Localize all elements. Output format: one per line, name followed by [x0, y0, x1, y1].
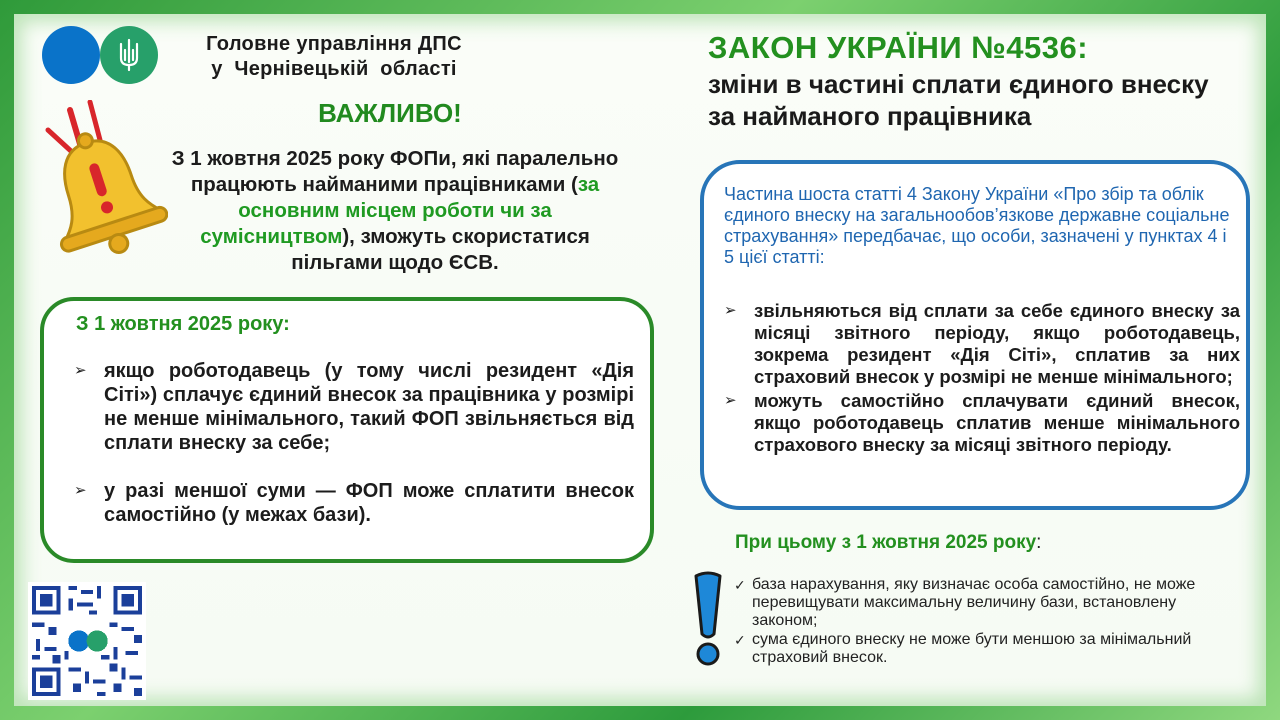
logo-green-circle	[100, 26, 158, 84]
list-item-text: можуть самостійно сплачувати єдиний внесок, якщо роботодавець сплатив менше мінімального страхового внеску за місяці звітного періоду.	[754, 390, 1240, 455]
intro-text	[160, 146, 630, 276]
arrow-bullet-icon: ➢	[74, 482, 87, 499]
important-heading: ВАЖЛИВО!	[318, 98, 462, 128]
organization-name	[164, 32, 504, 82]
list-item-text: у разі меншої суми — ФОП може сплатити внесок самостійно (у межах бази).	[104, 480, 634, 526]
right-box-list	[724, 300, 1240, 458]
right-info-box	[700, 160, 1250, 510]
trident-icon	[117, 38, 141, 72]
list-item-text: якщо роботодавець (у тому числі резидент «Дія Сіті») сплачує єдиний внесок за працівника у розмірі не менше мінімального, такий ФОП звільняється від сплати внеску за себе;	[104, 360, 634, 454]
exclamation-icon	[688, 570, 728, 670]
note-list	[734, 576, 1244, 668]
list-item-text: база нарахування, яку визначає особа самостійно, не може перевищувати максимальну величину бази, встановлену законом;	[752, 576, 1196, 629]
qr-code	[28, 582, 146, 700]
intro-part-2: ), зможуть скористатися пільгами щодо ЄСВ.	[291, 225, 590, 274]
list-item	[734, 631, 1244, 667]
intro-part-1: З 1 жовтня 2025 року ФОПи, які паралельно працюють найманими працівниками (	[171, 147, 619, 196]
arrow-bullet-icon: ➢	[74, 362, 87, 379]
list-item	[734, 576, 1244, 630]
list-item	[74, 479, 634, 527]
note-heading	[735, 532, 1041, 554]
dps-logo	[42, 26, 160, 82]
list-item-text: сума єдиного внеску не може бути меншою за мінімальний страховий внесок.	[752, 631, 1192, 666]
list-item	[74, 359, 634, 455]
list-item	[724, 390, 1240, 456]
note-heading-text: При цьому з 1 жовтня 2025 року	[735, 532, 1037, 553]
law-subtitle: зміни в частині сплати єдиного внеску за найманого працівника	[708, 69, 1209, 131]
left-box-list	[74, 359, 634, 551]
org-line-1: Головне управління ДПС	[206, 33, 462, 55]
arrow-bullet-icon: ➢	[724, 302, 737, 319]
check-bullet-icon: ✓	[734, 577, 746, 593]
check-bullet-icon: ✓	[734, 632, 746, 648]
list-item	[724, 300, 1240, 388]
logo-blue-circle	[42, 26, 100, 84]
list-item-text: звільняються від сплати за себе єдиного внеску за місяці звітного періоду, якщо роботодавець, зокрема резидент «Дія Сіті», сплатив за них страховий внесок у розмірі не менше мінімального;	[754, 300, 1240, 387]
law-title: ЗАКОН УКРАЇНИ №4536:	[708, 30, 1089, 65]
law-quote: Частина шоста статті 4 Закону України «Про збір та облік єдиного внеску на загальнообов’язкове державне соціальне страхування» передбачає, що особи, зазначені у пунктах 4 і 5 цієї статті:	[724, 184, 1230, 267]
left-info-box	[40, 297, 654, 563]
left-box-heading: З 1 жовтня 2025 року:	[76, 313, 290, 335]
org-line-2: у Чернівецькій області	[211, 58, 457, 80]
note-heading-colon: :	[1036, 532, 1042, 553]
bell-icon	[28, 100, 168, 260]
arrow-bullet-icon: ➢	[724, 392, 737, 409]
intro-highlight: за основним місцем роботи чи за сумісництвом	[200, 173, 600, 248]
